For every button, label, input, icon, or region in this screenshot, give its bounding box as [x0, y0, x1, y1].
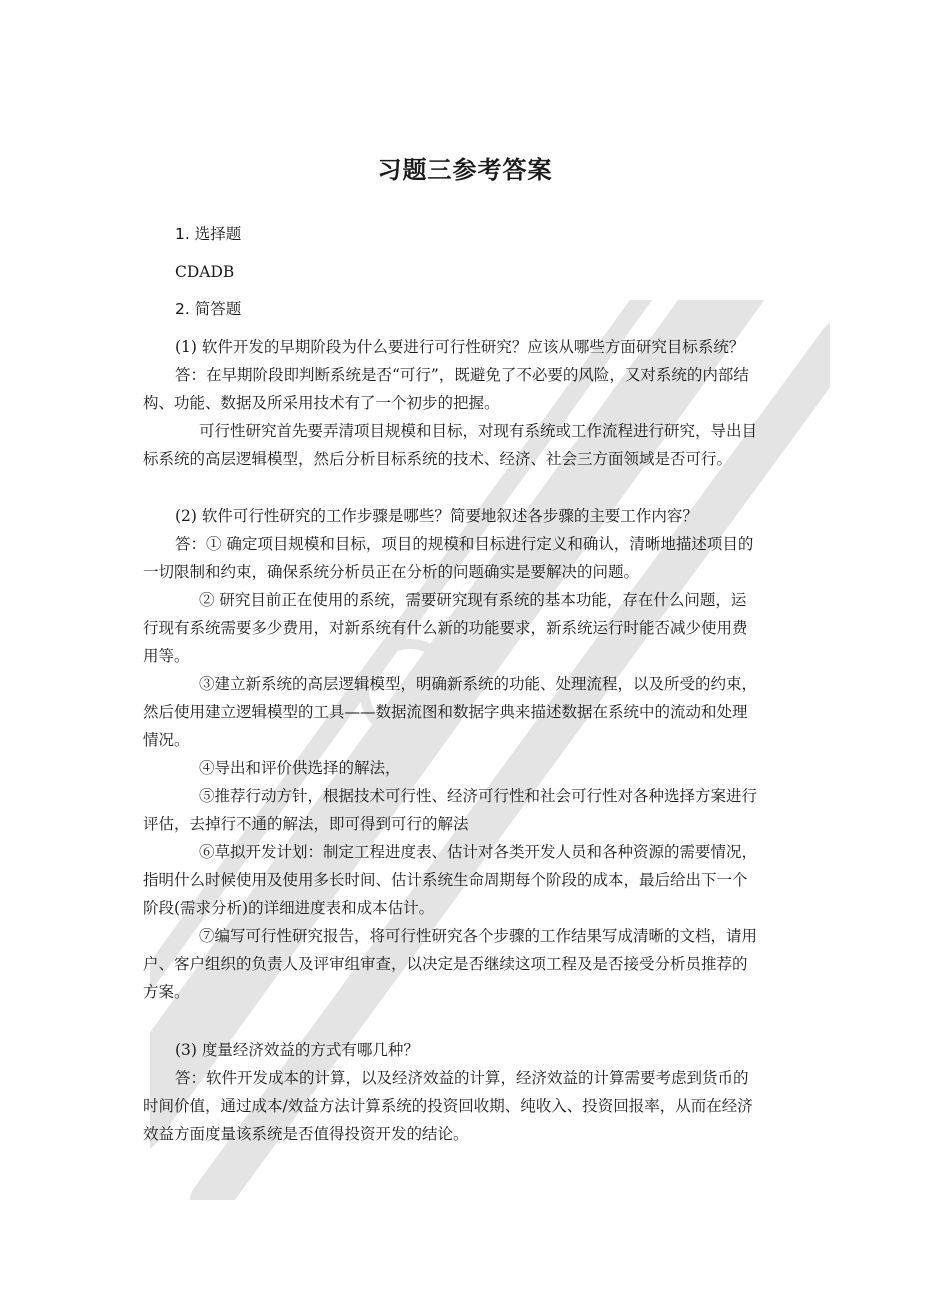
answer-line: ③建立新系统的高层逻辑模型，明确新系统的功能、处理流程，以及所受的约束， [199, 675, 758, 693]
answer-line: 指明什么时候使用及使用多长时间、估计系统生命周期每个阶段的成本，最后给出下一个 [143, 871, 748, 889]
answer-line: ④导出和评价供选择的解法， [199, 759, 401, 777]
answer-line: ⑥草拟开发计划：制定工程进度表、估计对各类开发人员和各种资源的需要情况， [199, 843, 758, 861]
answer-line: 行现有系统需要多少费用，对新系统有什么新的功能要求，新系统运行时能否减少使用费 [143, 619, 748, 637]
answer-line: 情况。 [143, 731, 190, 749]
answer-line: 答：在早期阶段即判断系统是否“可行”，既避免了不必要的风险，又对系统的内部结 [175, 366, 749, 384]
section-heading-choice: 1. 选择题 [175, 225, 242, 243]
answer-line: 户、客户组织的负责人及评审组审查，以决定是否继续这项工程及是否接受分析员推荐的 [143, 955, 748, 973]
question-3: (3) 度量经济效益的方式有哪几种？ [175, 1041, 419, 1059]
answer-line: 阶段(需求分析)的详细进度表和成本估计。 [143, 899, 435, 917]
answer-line: 一切限制和约束，确保系统分析员正在分析的问题确实是要解决的问题。 [143, 563, 640, 581]
answer-line: 构、功能、数据及所采用技术有了一个初步的把握。 [143, 394, 500, 412]
question-2: (2) 软件可行性研究的工作步骤是哪些？简要地叙述各步骤的主要工作内容？ [175, 507, 698, 525]
answer-line: 然后使用建立逻辑模型的工具——数据流图和数据字典来描述数据在系统中的流动和处理 [143, 703, 748, 721]
answer-line: 答：① 确定项目规模和目标，项目的规模和目标进行定义和确认，清晰地描述项目的 [175, 535, 754, 553]
answer-line: ⑤推荐行动方针，根据技术可行性、经济可行性和社会可行性对各种选择方案进行 [199, 787, 758, 805]
answer-line: 方案。 [143, 983, 190, 1001]
answer-line: 用等。 [143, 647, 190, 665]
page-title: 习题三参考答案 [377, 156, 553, 184]
choice-answer: CDADB [175, 263, 235, 281]
answer-line: ⑦编写可行性研究报告，将可行性研究各个步骤的工作结果写成清晰的文档，请用 [199, 927, 758, 945]
answer-line: 效益方面度量该系统是否值得投资开发的结论。 [143, 1125, 469, 1143]
answer-line: 答：软件开发成本的计算，以及经济效益的计算，经济效益的计算需要考虑到货币的 [175, 1069, 749, 1087]
answer-line: ② 研究目前正在使用的系统，需要研究现有系统的基本功能，存在什么问题，运 [199, 591, 747, 609]
answer-line: 时间价值，通过成本/效益方法计算系统的投资回收期、纯收入、投资回报率，从而在经济 [143, 1097, 753, 1115]
answer-line: 标系统的高层逻辑模型，然后分析目标系统的技术、经济、社会三方面领域是否可行。 [143, 450, 733, 468]
question-1: (1) 软件开发的早期阶段为什么要进行可行性研究？应该从哪些方面研究目标系统？ [175, 338, 745, 356]
section-heading-short-answer: 2. 简答题 [175, 300, 242, 318]
answer-line: 评估，去掉行不通的解法，即可得到可行的解法 [143, 815, 469, 833]
answer-line: 可行性研究首先要弄清项目规模和目标，对现有系统或工作流程进行研究，导出目 [199, 422, 758, 440]
